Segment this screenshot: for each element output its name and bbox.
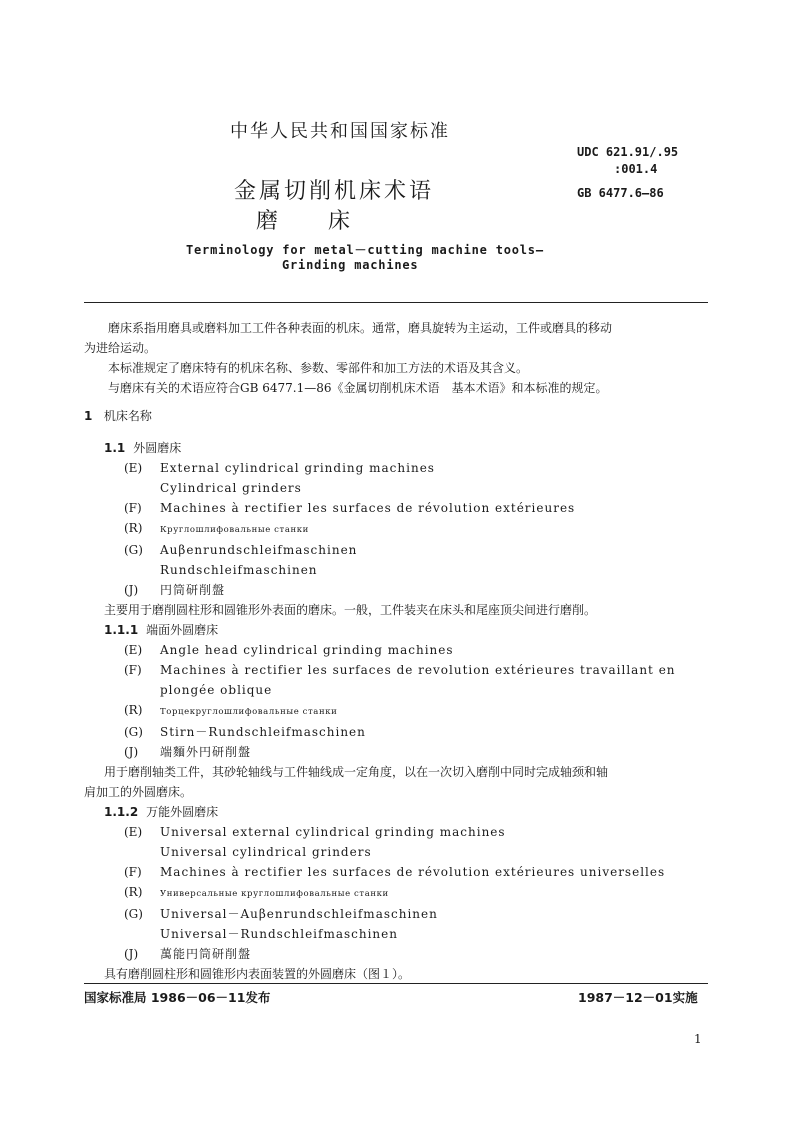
term-french: [84, 862, 710, 882]
lang-code: (J): [124, 745, 139, 759]
section-number: 1: [84, 409, 93, 423]
lang-code: (E): [124, 461, 143, 475]
footer-divider: [84, 983, 708, 984]
term-translation: 萬能円筒研削盤: [160, 947, 252, 961]
term-english: [84, 458, 710, 478]
lang-code: (G): [124, 543, 143, 557]
term-translation: Auβenrundschleifmaschinen: [160, 543, 358, 557]
term-japanese: [84, 580, 710, 600]
term-french-cont: plongée oblique: [160, 683, 273, 697]
term-translation: Machines à rectifier les surfaces de révolution extérieures: [160, 501, 576, 515]
term-german: [84, 904, 710, 924]
term-translation: Круглошлифовальные станки: [160, 525, 309, 535]
term-title: 万能外圆磨床: [146, 805, 219, 819]
term-translation: 円筒研削盤: [160, 583, 226, 597]
term-translation: Universal－Auβenrundschleifmaschinen: [160, 907, 438, 921]
term-description: 用于磨削轴类工件，其砂轮轴线与工件轴线成一定角度，以在一次切入磨削中同时完成轴颈和轴: [104, 765, 609, 779]
term-description: 具有磨削圆柱形和圆锥形内表面装置的外圆磨床（图１）。: [104, 967, 411, 981]
term-description-cont: 肩加工的外圆磨床。: [84, 785, 193, 799]
lang-code: (E): [124, 825, 143, 839]
term-translation: Универсальные круглошлифовальные станки: [160, 889, 389, 899]
term-translation: Angle head cylindrical grinding machines: [160, 643, 454, 657]
term-translation: Universal external cylindrical grinding machines: [160, 825, 506, 839]
term-english-alt: Cylindrical grinders: [160, 481, 302, 495]
term-english: [84, 640, 710, 660]
standard-country-heading: 中华人民共和国国家标准: [230, 121, 450, 142]
term-description: 主要用于磨削圆柱形和圆锥形外表面的磨床。一般，工件装夹在床头和尾座顶尖间进行磨削。: [104, 603, 597, 617]
term-translation: Stirn－Rundschleifmaschinen: [160, 725, 366, 739]
term-japanese: [84, 742, 710, 762]
lang-code: (G): [124, 725, 143, 739]
lang-code: (F): [124, 501, 142, 515]
term-german: [84, 540, 710, 560]
term-translation: 端麵外円研削盤: [160, 745, 252, 759]
lang-code: (R): [124, 885, 143, 899]
intro-paragraph: 与磨床有关的术语应符合GB 6477.1—86《金属切削机床术语 基本术语》和本标准的规定。: [108, 381, 608, 395]
intro-line: 磨床系指用磨具或磨料加工工件各种表面的机床。通常，磨具旋转为主运动，工件或磨具的移动: [108, 321, 613, 335]
document-body: [84, 318, 710, 984]
english-title: Terminology for metal－cutting machine tools—: [186, 243, 544, 257]
document-title: 金属切削机床术语: [234, 179, 435, 204]
term-french: [84, 660, 710, 680]
effective-date: 1987－12－01实施: [578, 990, 698, 1005]
lang-code: (R): [124, 703, 143, 717]
term-number: 1.1.2: [104, 805, 139, 819]
lang-code: (E): [124, 643, 143, 657]
intro-paragraph-cont: 为进给运动。: [84, 341, 157, 355]
lang-code: (J): [124, 583, 139, 597]
term-german-alt: Universal－Rundschleifmaschinen: [160, 927, 398, 941]
term-title: 外圆磨床: [133, 441, 182, 455]
term-russian: [84, 518, 710, 540]
term-english: [84, 822, 710, 842]
header-divider: [84, 302, 708, 303]
gb-standard-code: GB 6477.6—86: [577, 186, 664, 200]
udc-code-suffix: :001.4: [614, 162, 658, 176]
term-title: 端面外圆磨床: [146, 623, 219, 637]
term-translation: External cylindrical grinding machines: [160, 461, 435, 475]
term-heading: [84, 802, 710, 822]
intro-paragraph: 本标准规定了磨床特有的机床名称、参数、零部件和加工方法的术语及其含义。: [108, 361, 529, 375]
term-french: [84, 498, 710, 518]
document-subtitle: 磨床: [256, 209, 401, 234]
section-title: 机床名称: [103, 409, 152, 423]
lang-code: (J): [124, 947, 139, 961]
section-heading: [84, 406, 710, 426]
term-russian: [84, 882, 710, 904]
term-heading: [84, 438, 710, 458]
term-japanese: [84, 944, 710, 964]
term-translation: Machines à rectifier les surfaces de révolution extérieures universelles: [160, 865, 666, 879]
intro-paragraph: [84, 318, 710, 338]
page-number: 1: [694, 1032, 702, 1046]
term-number: 1.1.1: [104, 623, 139, 637]
term-heading: [84, 620, 710, 640]
term-german: [84, 722, 710, 742]
lang-code: (G): [124, 907, 143, 921]
issue-date: 国家标准局 1986－06－11发布: [84, 990, 271, 1005]
lang-code: (F): [124, 865, 142, 879]
lang-code: (R): [124, 521, 143, 535]
term-german-alt: Rundschleifmaschinen: [160, 563, 318, 577]
english-subtitle: Grinding machines: [282, 258, 419, 272]
term-number: 1.1: [104, 441, 126, 455]
lang-code: (F): [124, 663, 142, 677]
term-translation: Торцекруглошлифовальные станки: [160, 707, 338, 717]
term-russian: [84, 700, 710, 722]
term-english-alt: Universal cylindrical grinders: [160, 845, 372, 859]
term-translation: Machines à rectifier les surfaces de revolution extérieures travaillant en: [160, 663, 676, 677]
udc-code: UDC 621.91/.95: [577, 145, 679, 159]
